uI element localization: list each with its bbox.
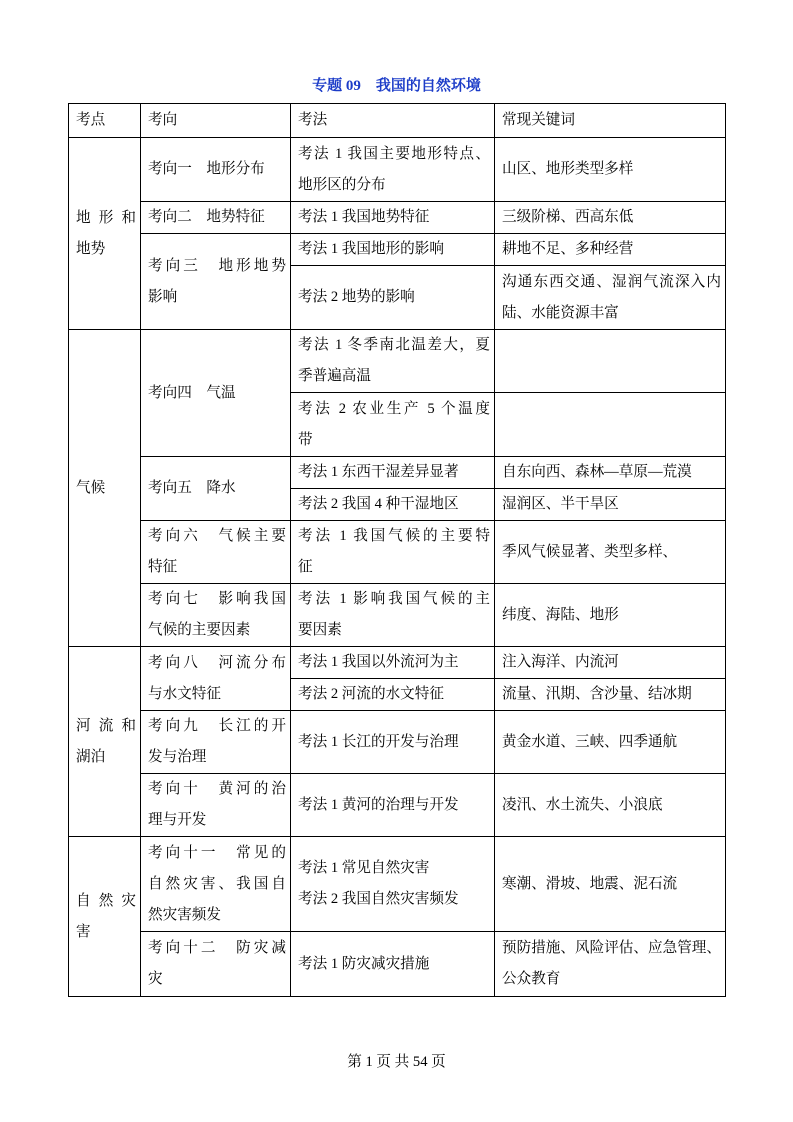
table-row — [69, 932, 726, 997]
cell-text-line: 耕地不足、多种经营 — [502, 241, 634, 257]
method-cell — [291, 932, 495, 997]
method-cell — [291, 837, 495, 932]
keyword-cell — [495, 489, 726, 521]
topic-table — [68, 103, 726, 997]
direction-cell — [141, 202, 291, 234]
direction-cell — [141, 457, 291, 521]
direction-cell — [141, 647, 291, 711]
cell-text-line: 预防措施、风险评估、应急管理、 — [502, 940, 721, 956]
table-row — [69, 711, 726, 774]
cell-text-line: 考向六 气候主要 — [148, 528, 286, 544]
cell-text-line: 地形和 — [76, 209, 136, 226]
cell-text-line: 考法 1 常见自然灾害 — [298, 860, 430, 876]
cell-text-line: 考法 1 我国气候的主要特 — [298, 528, 490, 544]
cell-text-line: 常现关键词 — [502, 112, 575, 128]
table-row — [69, 837, 726, 932]
cell-text-line: 三级阶梯、西高东低 — [502, 209, 634, 225]
page-title: 专题 09 我国的自然环境 — [312, 78, 481, 94]
method-cell — [291, 393, 495, 457]
keyword-cell — [495, 138, 726, 202]
cell-text-line: 季风气候显著、类型多样、 — [502, 543, 678, 560]
cell-text-line: 考向七 影响我国 — [148, 591, 286, 607]
cell-text-line: 注入海洋、内流河 — [502, 654, 619, 670]
cell-text-line: 考向五 降水 — [148, 480, 236, 496]
keyword-cell — [495, 837, 726, 932]
cell-text-line: 考法 2 河流的水文特征 — [298, 686, 444, 702]
table-row — [69, 457, 726, 489]
method-cell — [291, 647, 495, 679]
keyword-cell — [495, 679, 726, 711]
cell-text-line: 考向二 地势特征 — [148, 209, 265, 225]
keyword-cell — [495, 584, 726, 647]
table-row — [69, 234, 726, 266]
cell-text-line: 地形区的分布 — [298, 176, 386, 193]
method-cell — [291, 202, 495, 234]
cell-text-line: 考法 2 地势的影响 — [298, 289, 415, 305]
cell-text-line: 考向 — [148, 112, 178, 128]
keyword-cell — [495, 774, 726, 837]
cell-text-line: 考向四 气温 — [148, 384, 236, 401]
cell-text-line: 考法 1 长江的开发与治理 — [298, 733, 459, 750]
page-number: 第 1 页 共 54 页 — [347, 1054, 446, 1070]
method-cell — [291, 489, 495, 521]
keyword-cell — [495, 393, 726, 457]
keyword-cell — [495, 711, 726, 774]
topic-cell — [69, 837, 141, 997]
cell-text-line: 灾 — [148, 971, 163, 987]
cell-text-line: 发与治理 — [148, 749, 207, 765]
cell-text-line: 纬度、海陆、地形 — [502, 606, 619, 623]
method-cell — [291, 774, 495, 837]
keyword-cell — [495, 202, 726, 234]
cell-text-line: 考法 — [298, 112, 328, 128]
keyword-cell — [495, 457, 726, 489]
cell-text-line: 考向三 地形地势 — [148, 257, 286, 274]
cell-text-line: 凌汛、水土流失、小浪底 — [502, 796, 663, 813]
cell-text-line: 陆、水能资源丰富 — [502, 304, 619, 321]
header-cell-direction — [141, 104, 291, 138]
cell-text-line: 考向八 河流分布 — [148, 654, 286, 671]
method-cell — [291, 330, 495, 393]
cell-text-line: 山区、地形类型多样 — [502, 161, 634, 177]
cell-text-line: 湖泊 — [76, 748, 106, 765]
cell-text-line: 寒潮、滑坡、地震、泥石流 — [502, 875, 678, 892]
cell-text-line: 考法 1 我国主要地形特点、 — [298, 145, 490, 162]
cell-text-line: 考点 — [76, 112, 106, 128]
cell-text-line: 自然灾 — [76, 892, 136, 909]
direction-cell — [141, 774, 291, 837]
table-header-row — [69, 104, 726, 138]
cell-text-line: 考向十二 防灾减 — [148, 940, 286, 956]
method-cell — [291, 234, 495, 266]
cell-text-line: 考法 1 东西干湿差异显著 — [298, 464, 459, 480]
cell-text-line: 然灾害频发 — [148, 906, 221, 923]
cell-text-line: 考法 1 我国以外流河为主 — [298, 654, 459, 670]
keyword-cell — [495, 266, 726, 330]
direction-cell — [141, 138, 291, 202]
method-cell — [291, 521, 495, 584]
cell-text-line: 与水文特征 — [148, 685, 221, 702]
method-cell — [291, 266, 495, 330]
cell-text-line: 考法 1 冬季南北温差大，夏 — [298, 337, 490, 353]
cell-text-line: 河流和 — [76, 717, 136, 734]
topic-cell — [69, 330, 141, 647]
method-cell — [291, 711, 495, 774]
cell-text-line: 害 — [76, 923, 91, 940]
cell-text-line: 考向十一 常见的 — [148, 844, 286, 861]
cell-text-line: 考向九 长江的开 — [148, 718, 286, 734]
method-cell — [291, 138, 495, 202]
direction-cell — [141, 330, 291, 457]
topic-cell — [69, 138, 141, 330]
cell-text-line: 黄金水道、三峡、四季通航 — [502, 733, 678, 750]
cell-text-line: 考向十 黄河的治 — [148, 781, 286, 797]
cell-text-line: 考法 2 农业生产 5 个温度 — [298, 400, 490, 417]
cell-text-line: 考法 2 我国 4 种干湿地区 — [298, 496, 459, 512]
direction-cell — [141, 234, 291, 330]
table-row — [69, 330, 726, 393]
cell-text-line: 要因素 — [298, 622, 342, 638]
table-row — [69, 202, 726, 234]
method-cell — [291, 457, 495, 489]
direction-cell — [141, 711, 291, 774]
table-row — [69, 138, 726, 202]
header-cell-keywords — [495, 104, 726, 138]
keyword-cell — [495, 647, 726, 679]
cell-text-line: 考法 1 我国地势特征 — [298, 209, 430, 225]
cell-text-line: 理与开发 — [148, 812, 207, 828]
direction-cell — [141, 932, 291, 997]
method-cell — [291, 584, 495, 647]
table-row — [69, 584, 726, 647]
cell-text-line: 气候的主要因素 — [148, 622, 251, 638]
method-cell — [291, 679, 495, 711]
cell-text-line: 沟通东西交通、湿润气流深入内 — [502, 273, 721, 290]
cell-text-line: 影响 — [148, 288, 178, 305]
keyword-cell — [495, 521, 726, 584]
cell-text-line: 气候 — [76, 479, 106, 496]
cell-text-line: 考法 1 防灾减灾措施 — [298, 955, 430, 972]
direction-cell — [141, 521, 291, 584]
direction-cell — [141, 837, 291, 932]
cell-text-line: 季普遍高温 — [298, 368, 371, 384]
cell-text-line: 考法 1 影响我国气候的主 — [298, 591, 490, 607]
cell-text-line: 自东向西、森林—草原—荒漠 — [502, 464, 692, 480]
table-row — [69, 647, 726, 679]
keyword-cell — [495, 330, 726, 393]
cell-text-line: 湿润区、半干旱区 — [502, 496, 619, 512]
cell-text-line: 考向一 地形分布 — [148, 161, 265, 177]
cell-text-line: 特征 — [148, 559, 178, 575]
table-row — [69, 521, 726, 584]
table-row — [69, 774, 726, 837]
cell-text-line: 自然灾害、我国自 — [148, 875, 286, 892]
cell-text-line: 流量、汛期、含沙量、结冰期 — [502, 686, 692, 702]
cell-text-line: 考法 1 我国地形的影响 — [298, 241, 444, 257]
cell-text-line: 带 — [298, 431, 313, 448]
header-cell-point — [69, 104, 141, 138]
keyword-cell — [495, 234, 726, 266]
keyword-cell — [495, 932, 726, 997]
cell-text-line: 公众教育 — [502, 971, 561, 987]
cell-text-line: 考法 1 黄河的治理与开发 — [298, 796, 459, 813]
cell-text-line: 考法 2 我国自然灾害频发 — [298, 891, 459, 907]
cell-text-line: 地势 — [76, 240, 106, 257]
cell-text-line: 征 — [298, 559, 313, 575]
direction-cell — [141, 584, 291, 647]
header-cell-method — [291, 104, 495, 138]
topic-cell — [69, 647, 141, 837]
